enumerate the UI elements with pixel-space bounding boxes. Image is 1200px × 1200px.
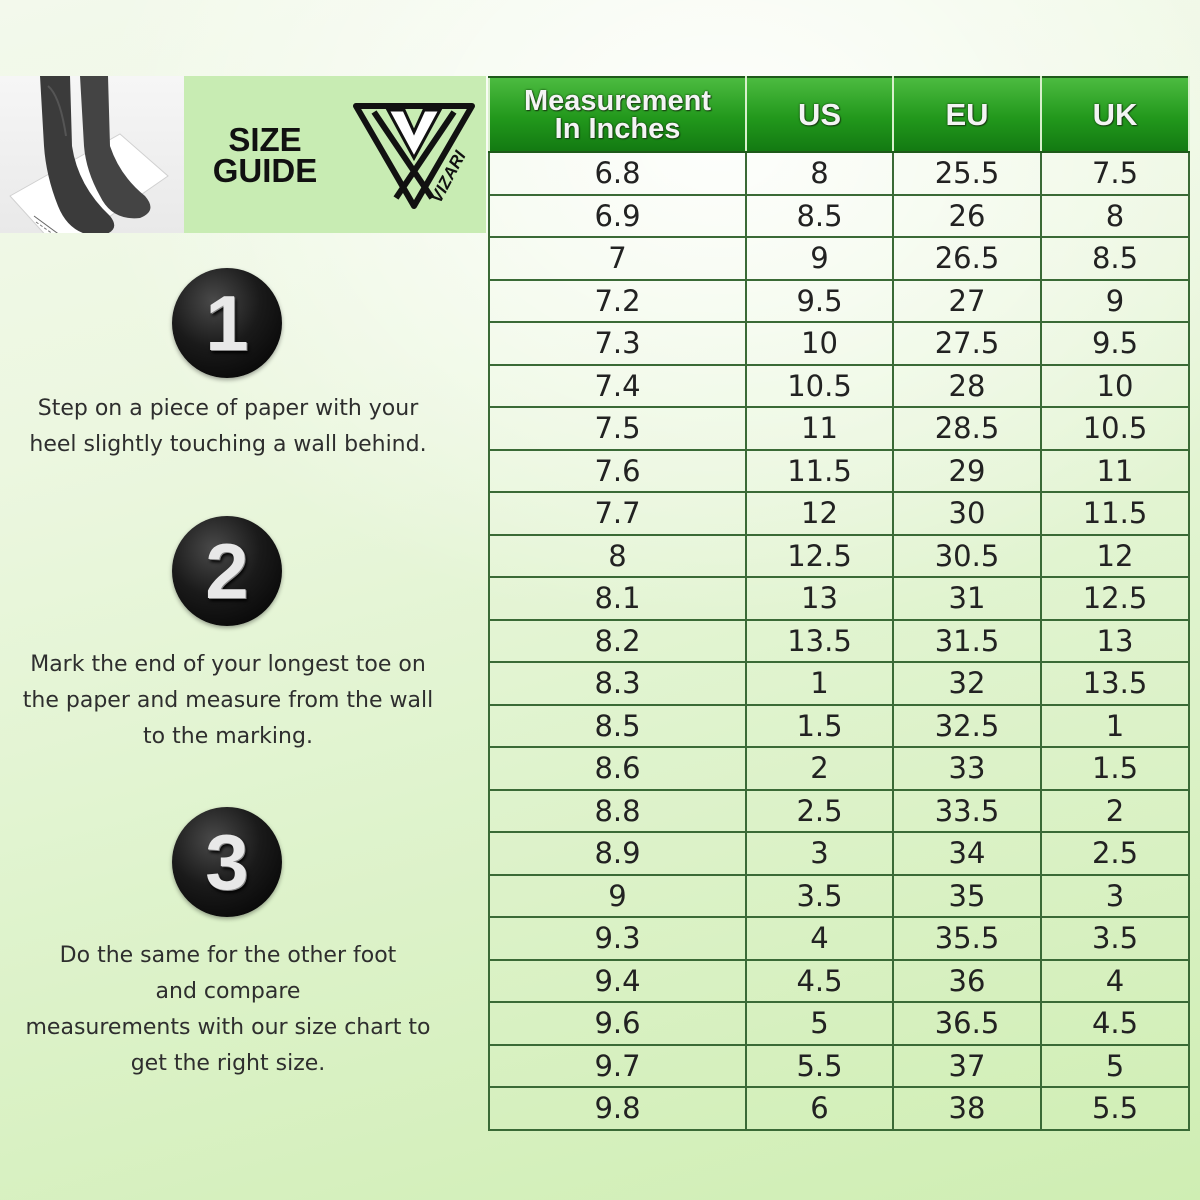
cell-inches: 7 [489, 237, 746, 280]
cell-eu: 38 [893, 1087, 1041, 1130]
table-row [489, 322, 1189, 365]
cell-us: 12 [746, 492, 893, 535]
cell-inches: 7.6 [489, 450, 746, 493]
cell-us: 10 [746, 322, 893, 365]
table-row [489, 620, 1189, 663]
table-row [489, 662, 1189, 705]
cell-inches: 8.2 [489, 620, 746, 663]
cell-eu: 34 [893, 832, 1041, 875]
step-1-badge [172, 268, 282, 378]
cell-us: 6 [746, 1087, 893, 1130]
cell-us: 10.5 [746, 365, 893, 408]
feet-on-paper-photo [0, 76, 184, 233]
cell-inches: 7.3 [489, 322, 746, 365]
column-header-us: US [746, 77, 893, 152]
cell-uk: 10.5 [1041, 407, 1189, 450]
cell-uk: 8 [1041, 195, 1189, 238]
cell-inches: 9.7 [489, 1045, 746, 1088]
table-row [489, 535, 1189, 578]
cell-uk: 12 [1041, 535, 1189, 578]
cell-inches: 9.3 [489, 917, 746, 960]
table-row [489, 492, 1189, 535]
cell-eu: 33.5 [893, 790, 1041, 833]
cell-inches: 6.8 [489, 152, 746, 195]
vizari-logo-icon [352, 98, 476, 210]
cell-us: 9 [746, 237, 893, 280]
cell-inches: 9.8 [489, 1087, 746, 1130]
step-2-text: Mark the end of your longest toe on the paper and measure from the wall to the marking. [22, 652, 434, 749]
column-header-measurement: Measurement In Inches [489, 77, 746, 152]
cell-uk: 9 [1041, 280, 1189, 323]
step-3-number: 3 [205, 818, 249, 906]
table-row [489, 152, 1189, 195]
cell-uk: 13 [1041, 620, 1189, 663]
size-table-body [489, 152, 1189, 1130]
cell-us: 12.5 [746, 535, 893, 578]
cell-uk: 4.5 [1041, 1002, 1189, 1045]
table-header-row [489, 77, 1189, 152]
cell-eu: 35 [893, 875, 1041, 918]
cell-eu: 32 [893, 662, 1041, 705]
cell-us: 8 [746, 152, 893, 195]
step-2-badge [172, 516, 282, 626]
cell-us: 1 [746, 662, 893, 705]
column-header-eu: EU [893, 77, 1041, 152]
cell-us: 9.5 [746, 280, 893, 323]
cell-eu: 36 [893, 960, 1041, 1003]
cell-uk: 1 [1041, 705, 1189, 748]
brand-name: VIZARI [426, 147, 470, 206]
table-row [489, 705, 1189, 748]
table-row [489, 450, 1189, 493]
table-row [489, 875, 1189, 918]
cell-inches: 7.4 [489, 365, 746, 408]
table-row [489, 407, 1189, 450]
cell-uk: 3.5 [1041, 917, 1189, 960]
cell-eu: 31 [893, 577, 1041, 620]
cell-eu: 27.5 [893, 322, 1041, 365]
cell-inches: 8.3 [489, 662, 746, 705]
cell-inches: 7.2 [489, 280, 746, 323]
step-3-badge [172, 807, 282, 917]
size-guide-title: SIZE GUIDE [212, 121, 318, 189]
cell-eu: 29 [893, 450, 1041, 493]
cell-us: 1.5 [746, 705, 893, 748]
cell-inches: 9 [489, 875, 746, 918]
size-chart-table [488, 76, 1190, 1131]
cell-uk: 2.5 [1041, 832, 1189, 875]
cell-us: 13.5 [746, 620, 893, 663]
step-1-text: Step on a piece of paper with your heel slightly touching a wall behind. [29, 396, 427, 457]
cell-eu: 26 [893, 195, 1041, 238]
cell-eu: 33 [893, 747, 1041, 790]
cell-eu: 32.5 [893, 705, 1041, 748]
table-row [489, 577, 1189, 620]
table-row [489, 747, 1189, 790]
step-1-number: 1 [205, 279, 249, 367]
table-row [489, 1087, 1189, 1130]
cell-uk: 12.5 [1041, 577, 1189, 620]
cell-us: 3.5 [746, 875, 893, 918]
cell-eu: 37 [893, 1045, 1041, 1088]
cell-us: 4 [746, 917, 893, 960]
cell-inches: 6.9 [489, 195, 746, 238]
cell-us: 8.5 [746, 195, 893, 238]
cell-inches: 8.8 [489, 790, 746, 833]
cell-inches: 9.4 [489, 960, 746, 1003]
cell-us: 5 [746, 1002, 893, 1045]
table-row [489, 790, 1189, 833]
cell-eu: 31.5 [893, 620, 1041, 663]
cell-eu: 30.5 [893, 535, 1041, 578]
cell-uk: 4 [1041, 960, 1189, 1003]
cell-us: 2 [746, 747, 893, 790]
table-row [489, 365, 1189, 408]
cell-inches: 8.9 [489, 832, 746, 875]
cell-us: 5.5 [746, 1045, 893, 1088]
cell-eu: 27 [893, 280, 1041, 323]
cell-uk: 11.5 [1041, 492, 1189, 535]
cell-eu: 36.5 [893, 1002, 1041, 1045]
cell-us: 3 [746, 832, 893, 875]
cell-inches: 9.6 [489, 1002, 746, 1045]
cell-inches: 7.7 [489, 492, 746, 535]
cell-us: 11 [746, 407, 893, 450]
cell-inches: 8.1 [489, 577, 746, 620]
table-row [489, 280, 1189, 323]
column-header-uk: UK [1041, 77, 1189, 152]
cell-inches: 8 [489, 535, 746, 578]
cell-uk: 11 [1041, 450, 1189, 493]
cell-uk: 3 [1041, 875, 1189, 918]
table-row [489, 960, 1189, 1003]
cell-eu: 25.5 [893, 152, 1041, 195]
cell-us: 13 [746, 577, 893, 620]
table-row [489, 237, 1189, 280]
table-row [489, 195, 1189, 238]
cell-uk: 5.5 [1041, 1087, 1189, 1130]
cell-eu: 28 [893, 365, 1041, 408]
cell-uk: 10 [1041, 365, 1189, 408]
cell-inches: 8.6 [489, 747, 746, 790]
cell-uk: 13.5 [1041, 662, 1189, 705]
step-3-text: Do the same for the other foot and compare measurements with our size chart to get the right size. [25, 943, 431, 1076]
table-row [489, 1002, 1189, 1045]
cell-inches: 8.5 [489, 705, 746, 748]
cell-us: 2.5 [746, 790, 893, 833]
cell-us: 4.5 [746, 960, 893, 1003]
cell-inches: 7.5 [489, 407, 746, 450]
cell-eu: 28.5 [893, 407, 1041, 450]
size-guide-panel [184, 76, 486, 233]
step-2-number: 2 [205, 527, 249, 615]
feet-on-paper-icon [0, 76, 184, 233]
cell-uk: 7.5 [1041, 152, 1189, 195]
cell-us: 11.5 [746, 450, 893, 493]
table-row [489, 917, 1189, 960]
cell-eu: 26.5 [893, 237, 1041, 280]
cell-eu: 30 [893, 492, 1041, 535]
cell-uk: 8.5 [1041, 237, 1189, 280]
table-row [489, 832, 1189, 875]
cell-uk: 2 [1041, 790, 1189, 833]
table-row [489, 1045, 1189, 1088]
cell-eu: 35.5 [893, 917, 1041, 960]
cell-uk: 5 [1041, 1045, 1189, 1088]
cell-uk: 1.5 [1041, 747, 1189, 790]
cell-uk: 9.5 [1041, 322, 1189, 365]
